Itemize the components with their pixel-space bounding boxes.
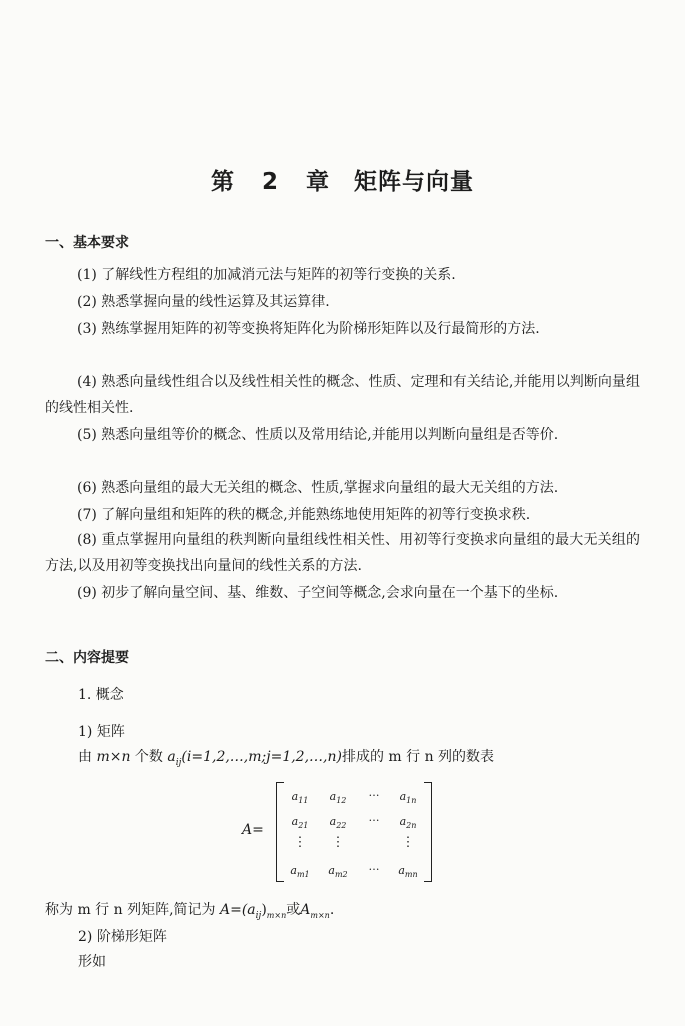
matrix-display: [242, 782, 442, 882]
subheading-concepts: 1. 概念: [78, 687, 124, 703]
matrix-cell: $a_{2n}$: [399, 815, 417, 831]
requirement-item: (9) 初步了解向量空间、基、维数、子空间等概念,会求向量在一个基下的坐标.: [77, 585, 559, 601]
matrix-cell: ⋮: [331, 835, 345, 850]
subheading-matrix: 1) 矩阵: [78, 724, 125, 740]
chapter-title: 第 2 章 矩阵与向量: [210, 169, 475, 195]
matrix-cell: $a_{mn}$: [398, 864, 418, 880]
matrix-cell: ⋮: [401, 835, 415, 850]
matrix-cell: $a_{m2}$: [328, 864, 348, 880]
matrix-cell: $a_{1n}$: [399, 790, 417, 806]
requirement-item: (6) 熟悉向量组的最大无关组的概念、性质,掌握求向量组的最大无关组的方法.: [77, 480, 559, 496]
matrix-cell: ⋮: [293, 835, 307, 850]
matrix-definition-text: 由 m×n 个数 $a_{ij}(i=1,2,\dots,m;j=1,2,\dots,n)$排成的 m 行 n 列的数表: [78, 749, 495, 768]
shape-text: 形如: [78, 954, 106, 970]
matrix-cell: $a_{11}$: [291, 790, 309, 806]
requirement-item: (1) 了解线性方程组的加减消元法与矩阵的初等行变换的关系.: [77, 267, 456, 283]
requirement-item: (7) 了解向量组和矩阵的秩的概念,并能熟练地使用矩阵的初等行变换求秩.: [77, 507, 531, 523]
matrix-cell: …: [368, 811, 380, 824]
matrix-cell: $a_{21}$: [291, 815, 309, 831]
matrix-cell: $a_{12}$: [329, 790, 347, 806]
section-heading-summary: 二、内容提要: [45, 650, 129, 666]
matrix-cell: …: [368, 860, 380, 873]
subheading-echelon: 2) 阶梯形矩阵: [78, 929, 167, 945]
matrix-cell: $a_{22}$: [329, 815, 347, 831]
requirement-item: (3) 熟练掌握用矩阵的初等变换将矩阵化为阶梯形矩阵以及行最简形的方法.: [77, 321, 540, 337]
requirement-item: (4) 熟悉向量线性组合以及线性相关性的概念、性质、定理和有关结论,并能用以判断向量组的线性相关性.: [45, 374, 640, 416]
requirement-item: (2) 熟悉掌握向量的线性运算及其运算律.: [77, 294, 330, 310]
matrix-caption: 称为 m 行 n 列矩阵,简记为 $A=(a_{ij})_{m\times n}$或$A_{m\times n}$.: [45, 902, 335, 921]
section-heading-requirements: 一、基本要求: [45, 235, 129, 251]
matrix-label: A=: [242, 822, 264, 838]
matrix-cell: …: [368, 786, 380, 799]
matrix-cell: $a_{m1}$: [290, 864, 310, 880]
requirement-item: (8) 重点掌握用向量组的秩判断向量组线性相关性、用初等行变换求向量组的最大无关组的方法,以及用初等变换找出向量间的线性关系的方法.: [45, 532, 640, 574]
requirement-item: (5) 熟悉向量组等价的概念、性质以及常用结论,并能用以判断向量组是否等价.: [77, 427, 559, 443]
